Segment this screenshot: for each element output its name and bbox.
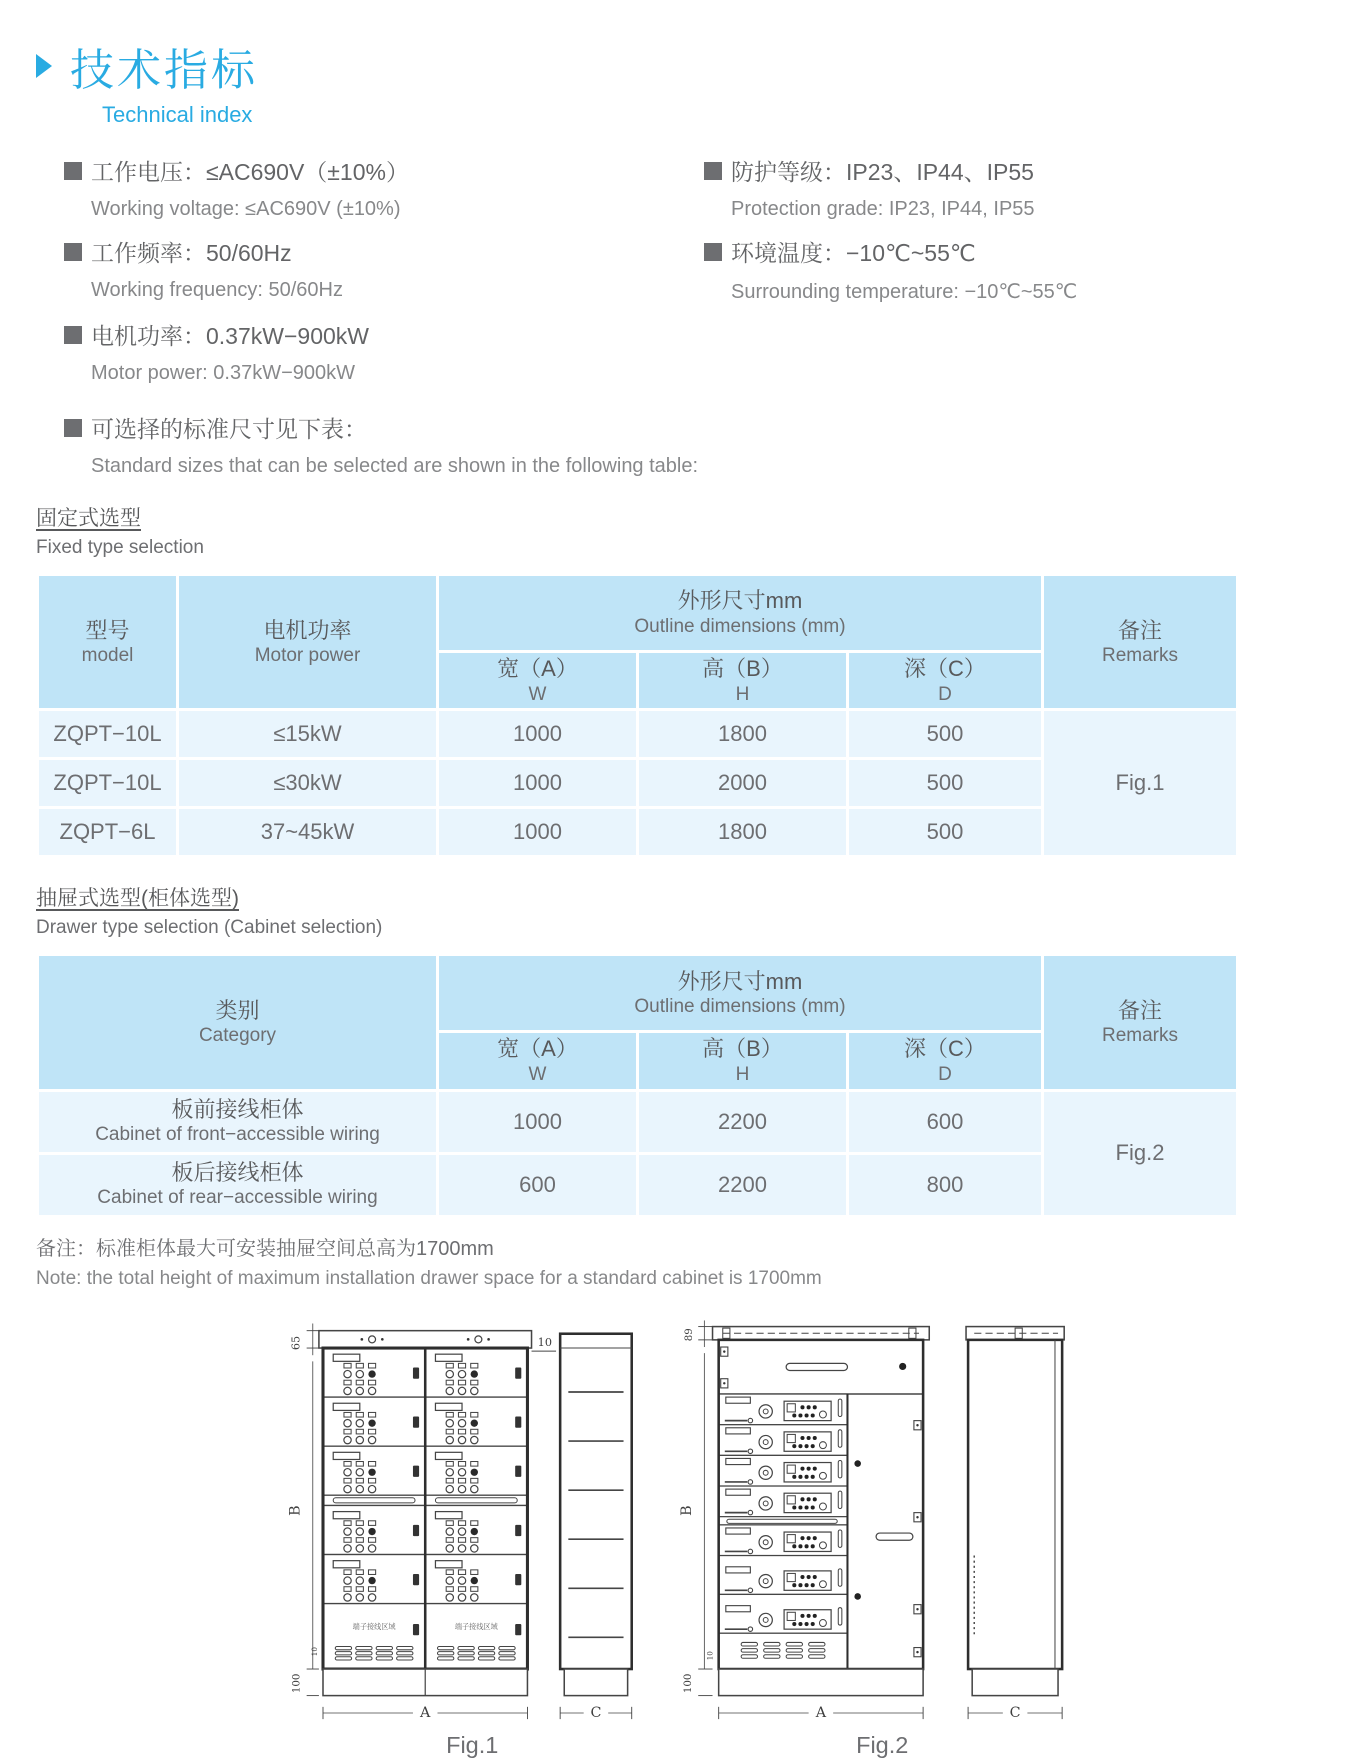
cell-category [38, 1090, 438, 1153]
spec-en-text: Protection grade: IP23, IP44, IP55 [731, 198, 1035, 220]
col-header-category [38, 955, 438, 1090]
fig2-front-view [712, 1326, 929, 1695]
fixed-section-cn: 固定式选型 [36, 507, 141, 530]
header-cn: 外形尺寸mm [677, 968, 803, 994]
col-header-height [638, 652, 848, 710]
spec-en-text: Working voltage: ≤AC690V (±10%) [91, 198, 401, 220]
col-header-remarks [1043, 575, 1238, 710]
fig2-dim-depth: C [1009, 1704, 1021, 1721]
header-cn: 电机功率 [263, 617, 352, 643]
col-header-depth [848, 652, 1043, 710]
cell-height: 2200 [638, 1153, 848, 1216]
header-en: Motor power [254, 645, 361, 666]
fig2-dim-plinth: 100 [682, 1673, 694, 1693]
drawer-type-table [36, 953, 1239, 1217]
fig1-dim-width: A [419, 1704, 430, 1721]
header-en: W [528, 683, 547, 705]
header-en: Category [198, 1025, 277, 1047]
cell-power: ≤30kW [178, 759, 438, 808]
drawer-section-cn: 抽屉式选型(柜体选型) [36, 887, 239, 911]
fig2-caption: Fig.2 [855, 1731, 908, 1758]
cell-depth: 800 [848, 1153, 1043, 1216]
terminal-area-label: 端子接线区域 [352, 1622, 396, 1631]
table-header-row [38, 575, 1238, 652]
header-cn: 外形尺寸mm [677, 588, 803, 614]
cell-depth: 500 [848, 808, 1043, 857]
cell-category [38, 1153, 438, 1216]
bullet-square-icon [704, 243, 722, 261]
fig1-front-view [318, 1330, 531, 1695]
cell-width: 600 [438, 1153, 638, 1216]
fig2-dim-height: B [678, 1504, 695, 1516]
spec-en-text: Surrounding temperature: −10℃~55℃ [731, 281, 1078, 303]
table-note [36, 1232, 1357, 1290]
fig2-door [847, 1394, 921, 1669]
fig1-caption: Fig.1 [445, 1731, 498, 1758]
spec-surrounding-temperature [704, 235, 1357, 304]
spec-list [64, 154, 1357, 399]
category-en: Cabinet of front−accessible wiring [95, 1124, 380, 1146]
cell-depth: 600 [848, 1090, 1043, 1153]
fig1-drawing [281, 1300, 641, 1760]
fixed-type-table [36, 573, 1239, 858]
cell-depth: 500 [848, 759, 1043, 808]
cell-width: 1000 [438, 808, 638, 857]
header-cn: 宽（A） [497, 1036, 578, 1062]
fig1-dim-cap-offset: 10 [537, 1335, 552, 1349]
cell-width: 1000 [438, 759, 638, 808]
cell-height: 1800 [638, 808, 848, 857]
figures-area [0, 1300, 1357, 1760]
col-header-height [638, 1032, 848, 1090]
bullet-square-icon [64, 326, 82, 344]
header-en: W [528, 1063, 547, 1085]
fig2-side-view [966, 1326, 1064, 1695]
col-header-depth [848, 1032, 1043, 1090]
header-en: D [938, 683, 952, 705]
cell-remark: Fig.1 [1043, 710, 1238, 857]
header-cn: 类别 [215, 997, 260, 1023]
col-header-outline-dimensions [438, 575, 1043, 652]
header-en: Outline dimensions (mm) [634, 996, 846, 1018]
table-row [38, 710, 1238, 759]
fig1-terminal-cell [425, 1603, 527, 1668]
fig1-terminal-cell [323, 1603, 425, 1668]
spec-cn-text: 工作电压：≤AC690V（±10%） [91, 159, 409, 185]
header-en: model [81, 645, 134, 666]
header-en: D [938, 1063, 952, 1085]
page [0, 34, 1357, 1758]
spec-cn-text: 工作频率：50/60Hz [91, 240, 292, 266]
terminal-area-label: 端子接线区域 [454, 1622, 498, 1631]
spec-motor-power [64, 318, 704, 385]
cell-remark: Fig.2 [1043, 1090, 1238, 1216]
cell-height: 2200 [638, 1090, 848, 1153]
drawer-section-label [36, 882, 1357, 939]
cell-power: 37~45kW [178, 808, 438, 857]
header-en: Remarks [1101, 645, 1178, 666]
fig1-dim-height: B [286, 1504, 303, 1516]
fig1-dim-vent: 10 [309, 1646, 319, 1656]
header-cn: 备注 [1117, 617, 1162, 643]
col-header-width [438, 652, 638, 710]
fig1-dim-plinth: 100 [290, 1673, 302, 1693]
col-header-width [438, 1032, 638, 1090]
header-en: Outline dimensions (mm) [634, 615, 846, 637]
cell-width: 1000 [438, 1090, 638, 1153]
table-header-row [38, 955, 1238, 1032]
fixed-section-label [36, 502, 1357, 559]
page-header [36, 34, 1357, 128]
spec-en-text: Working frequency: 50/60Hz [91, 279, 343, 301]
header-en: H [735, 683, 750, 705]
header-cn: 高（B） [702, 656, 783, 681]
col-header-model [38, 575, 178, 710]
note-cn: 备注：标准柜体最大可安装抽屉空间总高为1700mm [36, 1237, 494, 1260]
spec-cn-text: 防护等级：IP23、IP44、IP55 [731, 159, 1034, 185]
cell-depth: 500 [848, 710, 1043, 759]
cell-height: 2000 [638, 759, 848, 808]
page-title: 技术指标 [70, 46, 258, 95]
header-cn: 备注 [1117, 997, 1162, 1023]
bullet-square-icon [704, 162, 722, 180]
category-cn: 板前接线柜体 [171, 1096, 304, 1122]
spec-en-text: Standard sizes that can be selected are shown in the following table: [91, 455, 699, 477]
page-subtitle: Technical index [102, 102, 253, 127]
header-cn: 型号 [85, 617, 130, 643]
spec-cn-text: 可选择的标准尺寸见下表： [91, 416, 367, 442]
table-row [38, 1090, 1238, 1153]
fig2-dim-top: 89 [683, 1327, 695, 1341]
fig1-dim-depth: C [589, 1704, 601, 1721]
header-cn: 深（C） [904, 1036, 986, 1062]
cell-model: ZQPT−10L [38, 759, 178, 808]
cell-model: ZQPT−10L [38, 710, 178, 759]
header-cn: 高（B） [702, 1036, 783, 1062]
spec-en-text: Motor power: 0.37kW−900kW [91, 362, 355, 384]
spec-protection-grade [704, 154, 1357, 221]
category-cn: 板后接线柜体 [171, 1159, 304, 1185]
spec-standard-sizes [64, 411, 1357, 478]
col-header-remarks [1043, 955, 1238, 1090]
cell-width: 1000 [438, 710, 638, 759]
fig1-side-view [560, 1333, 632, 1695]
spec-cn-text: 环境温度：−10℃~55℃ [731, 240, 976, 266]
cell-power: ≤15kW [178, 710, 438, 759]
fig2-dim-vent: 10 [705, 1650, 715, 1660]
drawer-section-en: Drawer type selection (Cabinet selection) [36, 917, 383, 939]
fig1-dim-top: 65 [288, 1335, 302, 1350]
spec-cn-text: 电机功率：0.37kW−900kW [91, 323, 369, 349]
fixed-section-en: Fixed type selection [36, 537, 204, 558]
header-cn: 宽（A） [497, 656, 578, 681]
col-header-motor-power [178, 575, 438, 710]
bullet-square-icon [64, 162, 82, 180]
bullet-square-icon [64, 243, 82, 261]
bullet-square-icon [64, 419, 82, 437]
col-header-outline-dimensions [438, 955, 1043, 1032]
fig2-drawing [667, 1300, 1077, 1760]
title-arrow-icon [36, 54, 52, 78]
header-en: H [735, 1063, 750, 1085]
fig2-vent-cell [718, 1633, 847, 1669]
cell-height: 1800 [638, 710, 848, 759]
header-en: Remarks [1101, 1025, 1178, 1047]
category-en: Cabinet of rear−accessible wiring [97, 1187, 378, 1209]
cell-model: ZQPT−6L [38, 808, 178, 857]
note-en: Note: the total height of maximum installation drawer space for a standard cabinet is 1700mm [36, 1267, 822, 1289]
spec-working-frequency [64, 235, 704, 304]
fig2-dim-width: A [815, 1704, 826, 1721]
spec-working-voltage [64, 154, 704, 221]
header-cn: 深（C） [904, 656, 986, 681]
